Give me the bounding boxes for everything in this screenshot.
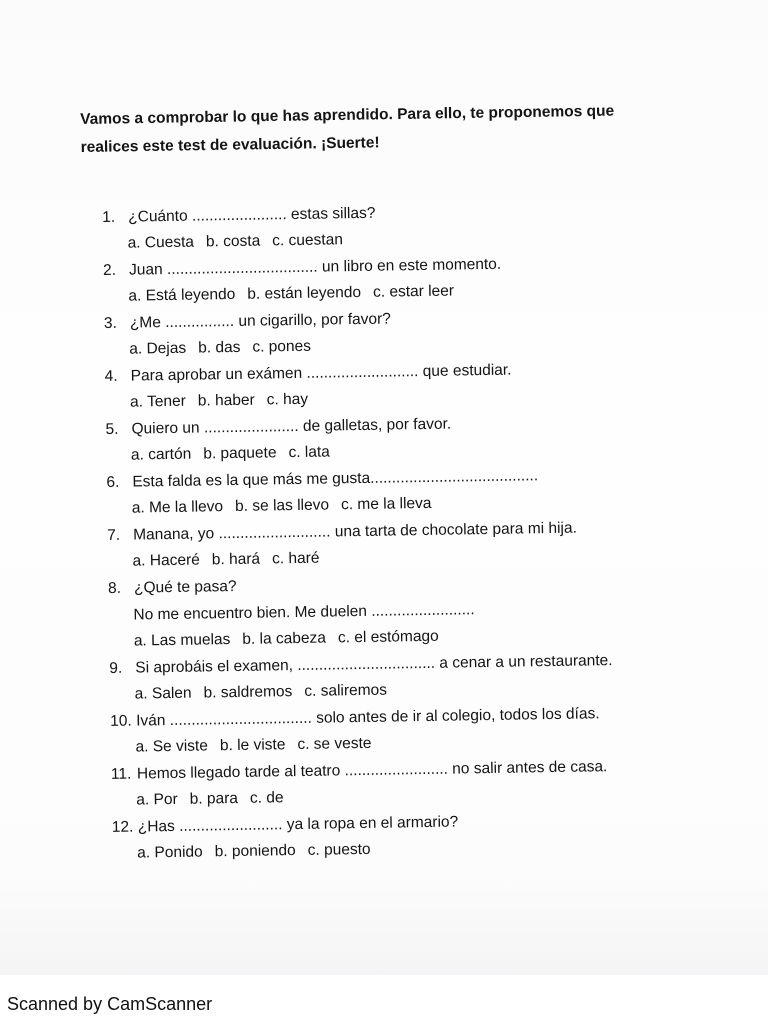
question-number: 10. [109,712,132,730]
option-b: b. haber [197,391,255,410]
option-c: c. haré [271,549,320,568]
option-b: b. para [189,789,239,808]
option-a: a. Salen [134,684,192,703]
question-9 [109,646,690,708]
intro-line-2: realices este test de evaluación. ¡Suerte! [80,134,380,156]
question-4 [104,354,685,416]
question-2 [103,248,684,310]
question-12 [112,805,693,867]
question-number: 6. [106,473,120,491]
option-b: b. se las llevo [234,496,330,515]
question-number: 8. [107,579,122,597]
question-number: 2. [102,261,117,279]
option-c: c. lata [288,443,330,462]
option-c: c. se veste [297,734,372,753]
question-text: Esta falda es la que más me gusta....................................... [132,467,539,491]
option-a: a. Dejas [129,339,187,358]
option-c: c. saliremos [304,681,388,700]
question-1 [102,195,683,257]
question-text: Iván ................................. solo antes de ir al colegio, todos los días. [135,705,600,730]
option-a: a. Tener [129,392,186,411]
question-text: ¿Qué te pasa? [133,577,237,597]
option-b: b. están leyendo [247,283,362,303]
option-c: c. estar leer [372,282,455,301]
question-text: Manana, yo .......................... una tarta de chocolate para mi hija. [133,519,577,544]
question-8 [108,566,689,655]
question-text: Juan ................................... un libro en este momento. [128,255,502,279]
scanner-watermark: Scanned by CamScanner [7,994,213,1014]
option-c: c. pones [252,337,312,356]
quiz-list [102,195,692,867]
question-11 [111,752,692,814]
intro-line-1: Vamos a comprobar lo que has aprendido. Para ello, te proponemos que [80,102,615,128]
question-text-continued: No me encuentro bien. Me duelen ........................ [133,601,475,624]
question-number: 3. [103,314,117,332]
question-number: 7. [107,526,121,544]
question-number: 12. [111,818,134,836]
question-5 [105,407,686,469]
option-b: b. la cabeza [242,629,327,648]
option-c: c. me la lleva [340,494,432,514]
option-b: b. hará [211,550,261,569]
option-c: c. hay [266,390,309,409]
option-a: a. Haceré [132,551,200,570]
question-text: ¿Has ........................ ya la ropa en el armario? [137,813,459,836]
question-6 [106,460,687,522]
option-b: b. saldremos [203,683,293,702]
option-b: b. paquete [203,444,277,463]
option-c: c. de [249,789,284,807]
option-a: a. Está leyendo [128,285,236,305]
option-a: a. Cuesta [127,233,195,252]
option-a: a. Ponido [137,843,203,862]
question-number: 9. [109,659,123,677]
option-a: a. Las muelas [133,631,231,650]
option-a: a. cartón [130,445,192,464]
question-text: Para aprobar un exámen .......................... que estudiar. [130,361,512,385]
option-b: b. poniendo [214,842,296,861]
question-text: ¿Cuánto ...................... estas sillas? [128,204,376,226]
intro-paragraph [80,96,691,162]
question-text: Hemos llegado tarde al teatro ........................ no salir antes de casa. [136,758,608,783]
question-text: ¿Me ................ un cigarillo, por favor? [129,310,391,332]
question-number: 5. [105,420,119,438]
question-3 [104,301,685,363]
question-text: Si aprobáis el examen, ................................ a cenar a un restaurante. [135,652,613,677]
option-b: b. le viste [219,736,286,755]
question-text: Quiero un ...................... de galletas, por favor. [131,415,452,438]
question-10 [110,699,691,761]
option-c: c. cuestan [272,231,344,250]
question-number: 11. [110,765,132,783]
question-7 [107,513,688,575]
option-c: c. puesto [307,840,371,859]
question-number: 4. [104,367,118,385]
option-b: b. costa [205,232,261,251]
option-a: a. Por [136,790,178,809]
option-b: b. das [198,338,241,357]
question-number: 1. [102,208,116,226]
option-a: a. Me la llevo [131,498,224,517]
option-a: a. Se viste [135,737,209,756]
option-c: c. el estómago [337,627,439,647]
